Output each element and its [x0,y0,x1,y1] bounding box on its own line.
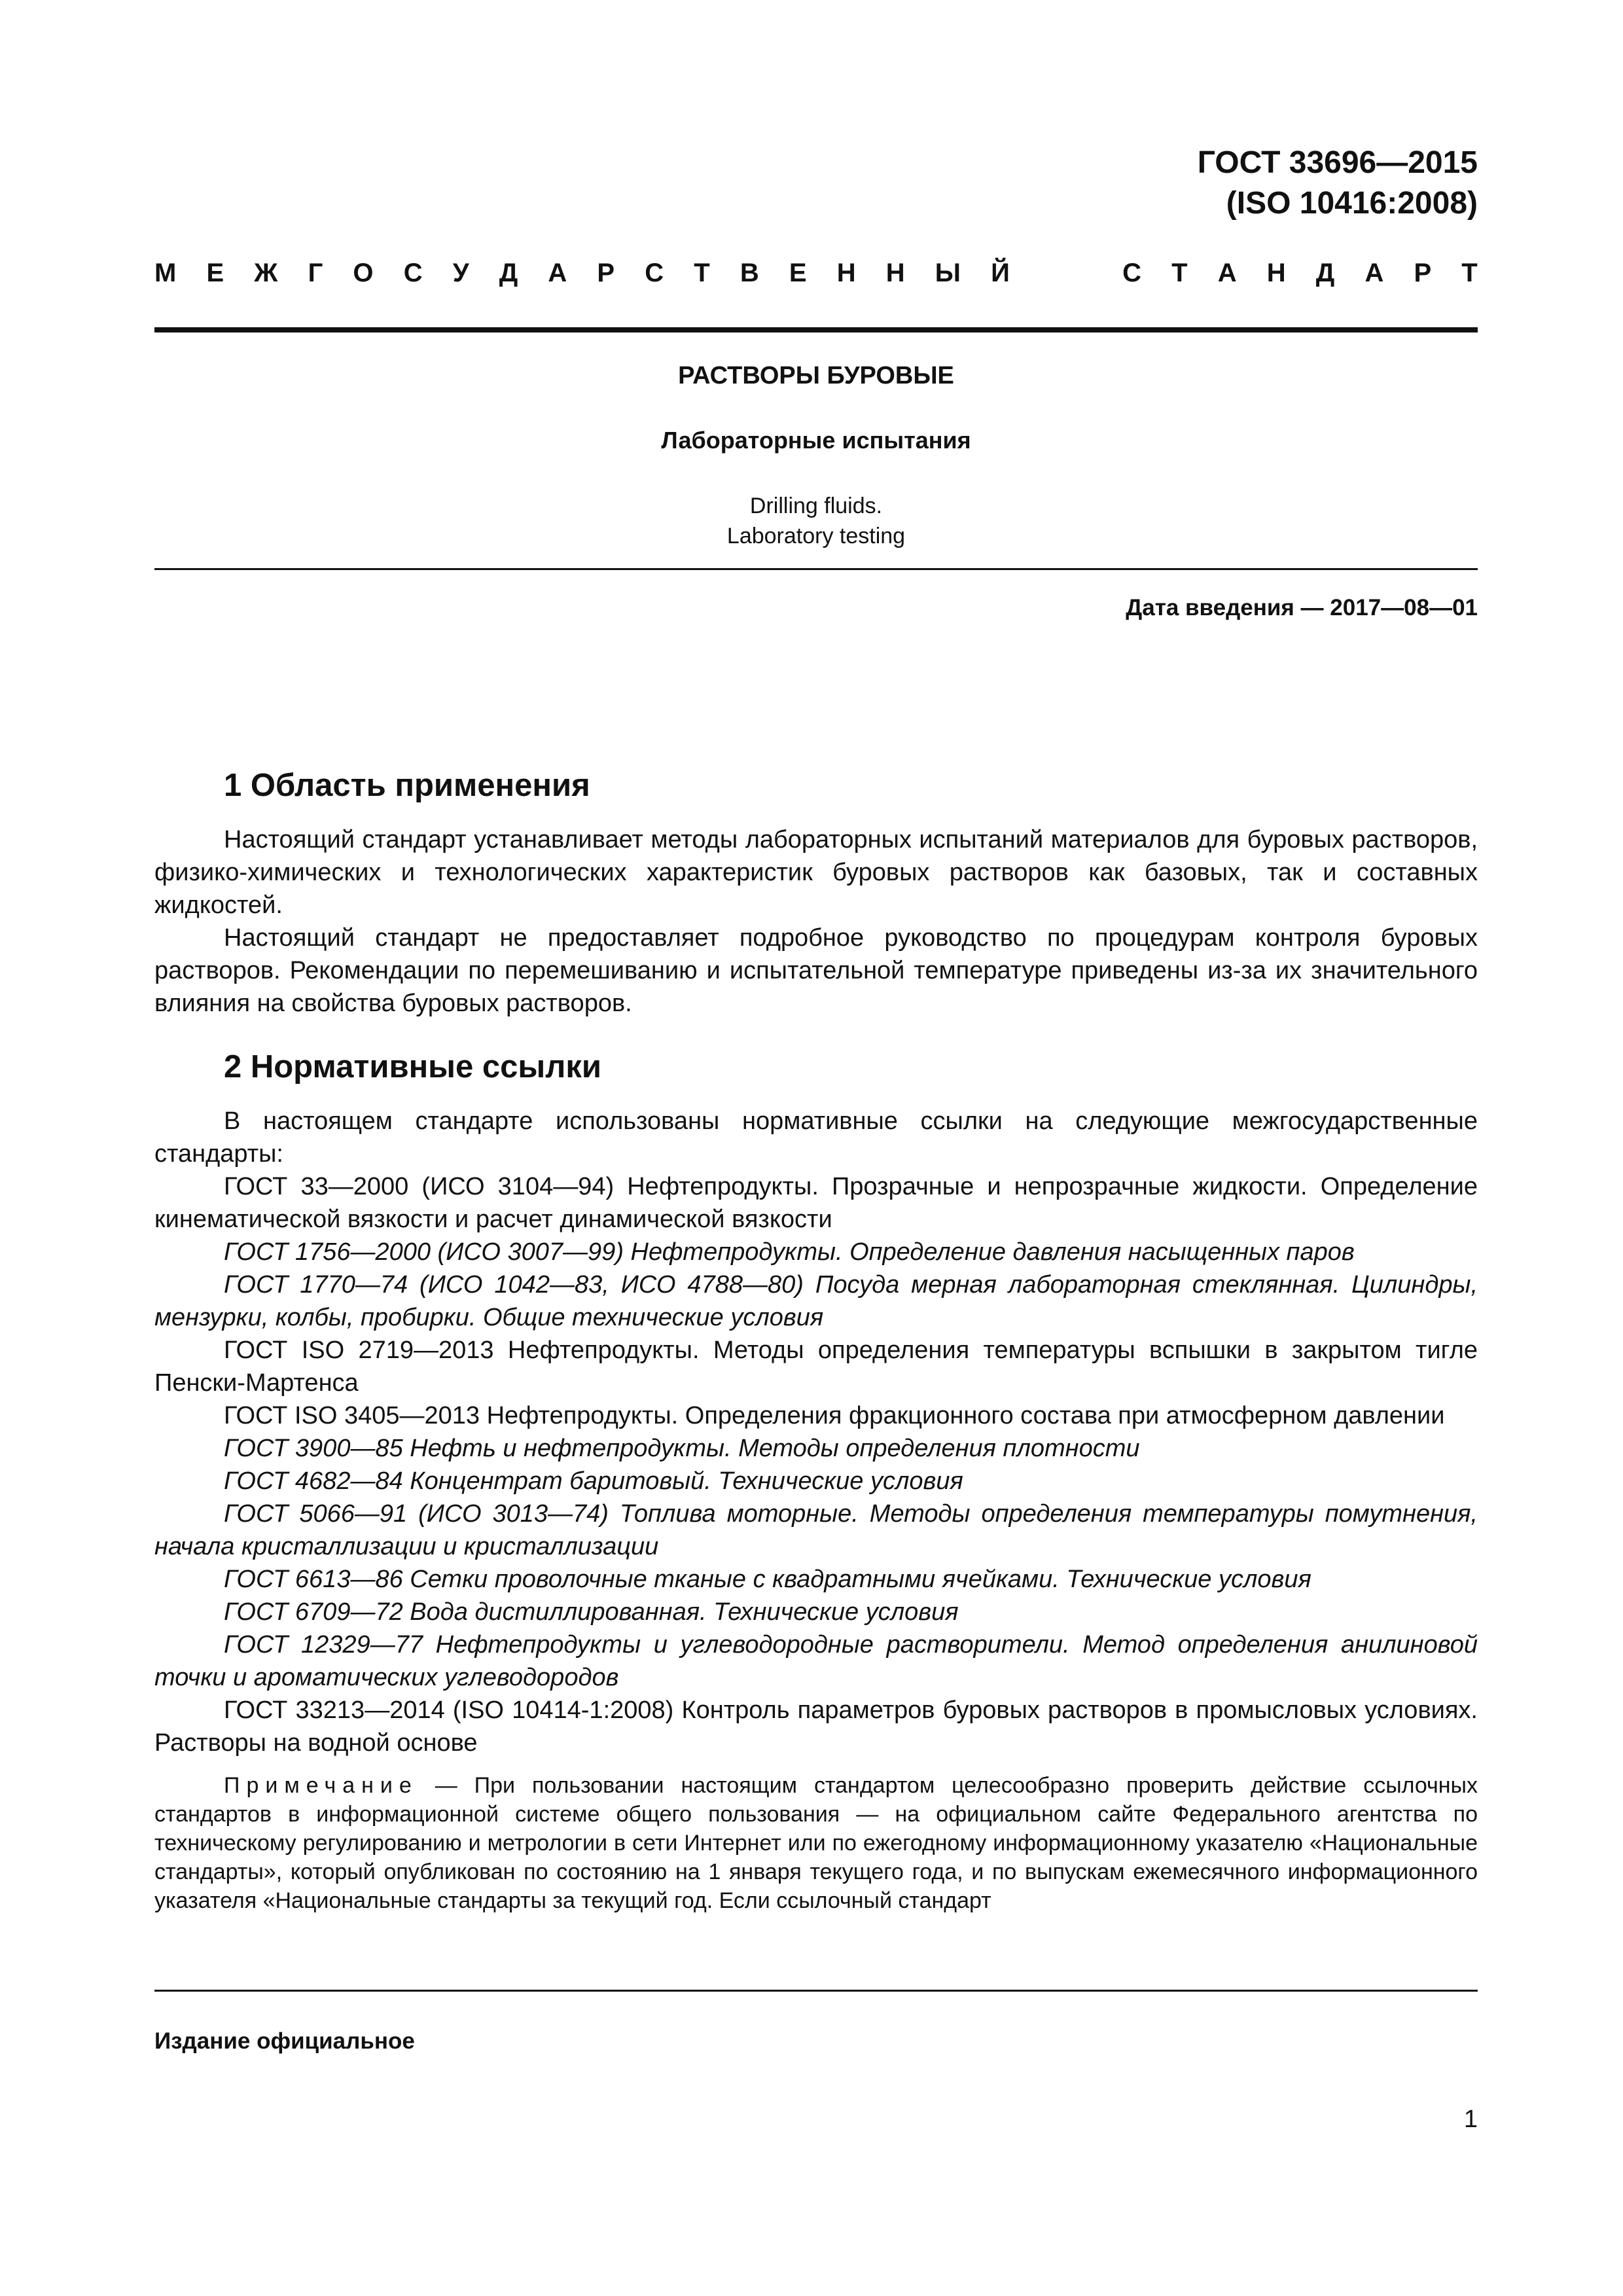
introduction-date: Дата введения — 2017—08—01 [1126,595,1478,620]
title-rule [154,568,1478,570]
standard-word-letter: А [1364,259,1384,287]
section-heading-references: 2 Нормативные ссылки [224,1049,601,1085]
interstate-word-letter: Ы [935,259,961,287]
english-title [154,491,1478,551]
reference-item: ГОСТ 1756—2000 (ИСО 3007—99) Нефтепродукты. Определение давления насыщенных паров [224,1238,1355,1266]
header-rule-thick [154,327,1478,332]
interstate-word-letter: Е [206,259,224,287]
reference-item: ГОСТ 3900—85 Нефть и нефтепродукты. Методы определения плотности [224,1435,1140,1462]
paragraph: В настоящем стандарте использованы нормативные ссылки на следующие межгосударственные стандарты: [154,1107,1478,1168]
standard-word-letter: Т [1461,259,1478,287]
footer-rule [154,1990,1478,1992]
reference-item: ГОСТ 6709—72 Вода дистиллированная. Технические условия [224,1598,959,1626]
document-subtitle: Лабораторные испытания [661,427,971,454]
interstate-word-letter: Е [789,259,807,287]
interstate-word-letter: Й [991,259,1010,287]
reference-item: ГОСТ 12329—77 Нефтепродукты и углеводородные растворители. Метод определения анилиновой точки и ароматических углеводородов [154,1631,1478,1691]
standard-word-letter: Н [1266,259,1286,287]
document-number-block [1198,143,1478,224]
interstate-word-letter: Н [836,259,856,287]
interstate-word-letter: М [154,259,177,287]
interstate-word-letter: О [353,259,374,287]
reference-item: ГОСТ 1770—74 (ИСО 1042—83, ИСО 4788—80) Посуда мерная лабораторная стеклянная. Цилиндры, мензурки, колбы, пробирки. Общие технические условия [154,1271,1478,1331]
interstate-word-letter: С [403,259,423,287]
interstate-word-letter: Т [694,259,710,287]
reference-item: ГОСТ ISO 3405—2013 Нефтепродукты. Определения фракционного состава при атмосферном давлении [224,1402,1445,1429]
reference-item: ГОСТ 4682—84 Концентрат баритовый. Технические условия [224,1467,963,1495]
gost-number: ГОСТ 33696—2015 [1197,145,1478,180]
standard-word-letter: Р [1414,259,1432,287]
reference-item: ГОСТ 33—2000 (ИСО 3104—94) Нефтепродукты. Прозрачные и непрозрачные жидкости. Определение кинематической вязкости и расчет динамической вязкости [154,1173,1478,1233]
interstate-word-letter: Г [308,259,323,287]
interstate-word-letter: Д [499,259,518,287]
reference-item: ГОСТ 33213—2014 (ISO 10414-1:2008) Контроль параметров буровых растворов в промысловых условиях. Растворы на водной основе [154,1696,1478,1757]
reference-item: ГОСТ ISO 2719—2013 Нефтепродукты. Методы определения температуры вспышки в закрытом тигле Пенски-Мартенса [154,1336,1478,1397]
official-edition-label: Издание официальное [154,2028,415,2054]
reference-list [154,1170,1478,1759]
interstate-standard-banner [154,257,1478,289]
paragraph: Настоящий стандарт устанавливает методы лабораторных испытаний материалов для буровых растворов, физико-химических и технологических характеристик буровых растворов как базовых, так и составных жидкостей. [154,826,1478,919]
interstate-word-letter: Н [885,259,905,287]
interstate-word-letter: А [548,259,567,287]
interstate-word-letter: У [452,259,469,287]
standard-word-letter: С [1122,259,1142,287]
english-title-line2: Laboratory testing [726,524,906,548]
interstate-word-letter: С [645,259,664,287]
note-text: — При пользовании настоящим стандартом целесообразно проверить действие ссылочных стандартов в информационной системе общего пользования — на официальном сайте Федерального агентства по техническому регулированию и метрологии в сети Интернет или по ежегодному информационному указателю «Национальные стандарты», который опубликован по состоянию на 1 января текущего года, и по выпускам ежемесячного информационного указателя «Национальные стандарты за текущий год. Если ссылочный стандарт [154,1773,1478,1913]
reference-item: ГОСТ 6613—86 Сетки проволочные тканые с квадратными ячейками. Технические условия [224,1566,1311,1593]
paragraph: Настоящий стандарт не предоставляет подробное руководство по процедурам контроля буровых растворов. Рекомендации по перемешиванию и испытательной температуре приведены из-за их значительного влияния на свойства буровых растворов. [154,924,1478,1017]
standard-word-letter: А [1217,259,1237,287]
document-body [154,764,1478,1915]
interstate-word-letter: Р [597,259,615,287]
standard-word-letter: Т [1171,259,1188,287]
reference-item: ГОСТ 5066—91 (ИСО 3013—74) Топлива моторные. Методы определения температуры помутнения, начала кристаллизации и кристаллизации [154,1500,1478,1560]
standard-word-letter: Д [1315,259,1335,287]
section-heading-scope: 1 Область применения [224,768,590,803]
note [154,1771,1478,1915]
banner-gap [1040,257,1092,289]
interstate-word-letter: В [740,259,759,287]
note-label: Примечание [224,1773,418,1798]
interstate-word-letter: Ж [254,259,278,287]
english-title-line1: Drilling fluids. [749,493,883,518]
document-title: РАСТВОРЫ БУРОВЫЕ [678,362,954,389]
page-number: 1 [1463,2106,1478,2133]
iso-number: (ISO 10416:2008) [1226,186,1478,221]
